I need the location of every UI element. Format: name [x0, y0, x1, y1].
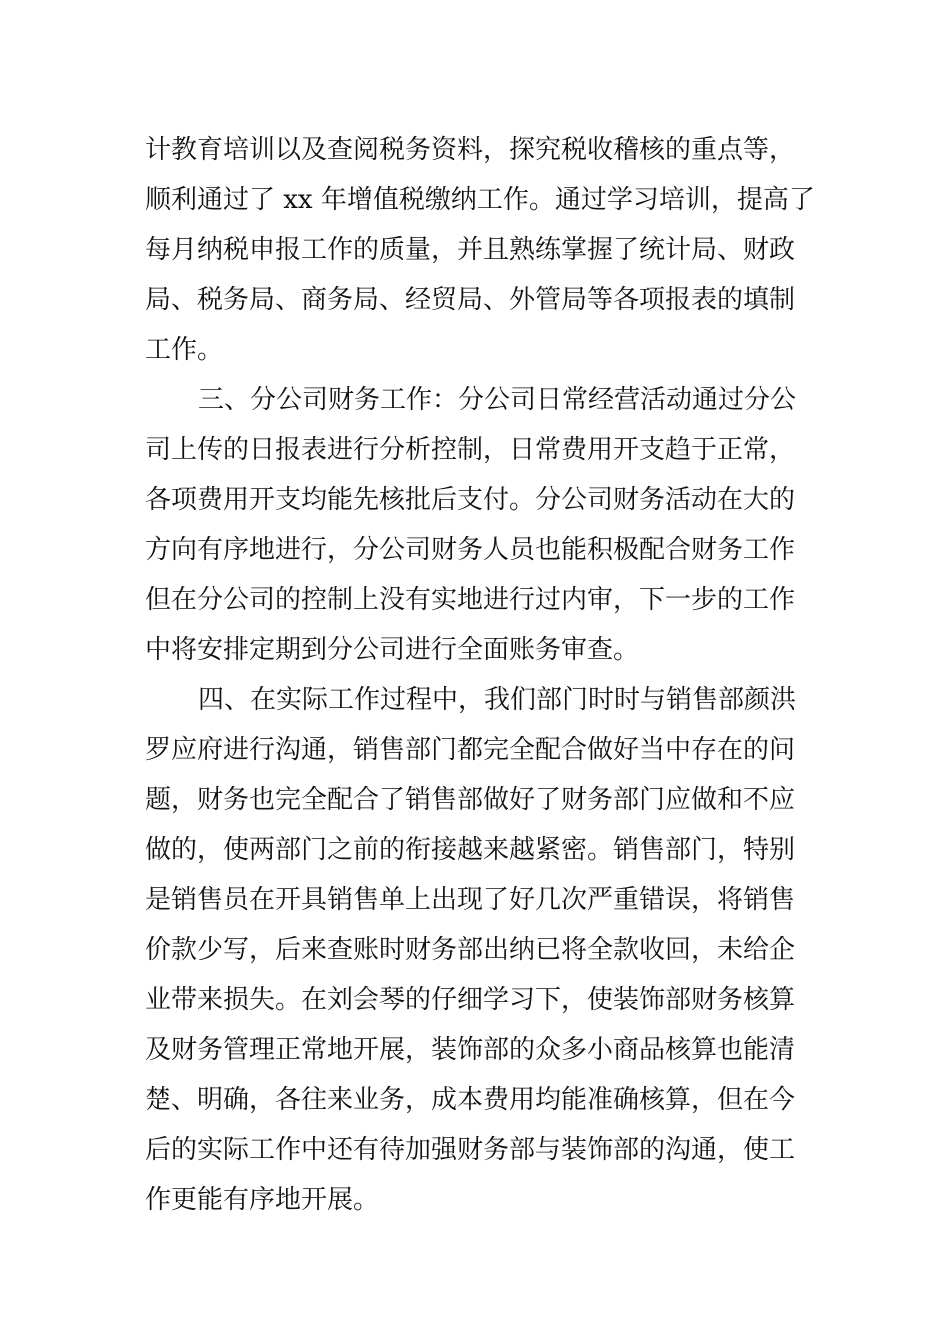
- text-line: 计教育培训以及查阅税务资料，探究税收稽核的重点等，: [145, 135, 796, 165]
- text-line: 局、税务局、商务局、经贸局、外管局等各项报表的填制: [145, 285, 796, 315]
- text-line: 后的实际工作中还有待加强财务部与装饰部的沟通，使工: [145, 1135, 796, 1165]
- text-line: 司上传的日报表进行分析控制，日常费用开支趋于正常，: [145, 435, 796, 465]
- paragraph-four-first-line: 四、在实际工作过程中，我们部门时时与销售部颜洪: [198, 685, 797, 715]
- text-line: 做的，使两部门之前的衔接越来越紧密。销售部门，特别: [145, 835, 796, 865]
- text-line: 罗应府进行沟通，销售部门都完全配合做好当中存在的问: [145, 735, 796, 765]
- text-line: 价款少写，后来查账时财务部出纳已将全款收回，未给企: [145, 935, 796, 965]
- text-line: 题，财务也完全配合了销售部做好了财务部门应做和不应: [145, 785, 796, 815]
- text-line: 工作。: [145, 335, 224, 365]
- paragraph-three-first-line: 三、分公司财务工作：分公司日常经营活动通过分公: [198, 385, 797, 415]
- text-line: 作更能有序地开展。: [145, 1185, 380, 1215]
- body-text: [145, 125, 815, 1225]
- text-line: 顺利通过了 xx 年增值税缴纳工作。通过学习培训，提高了: [145, 185, 815, 215]
- text-line: 及财务管理正常地开展，装饰部的众多小商品核算也能清: [145, 1035, 796, 1065]
- text-line: 各项费用开支均能先核批后支付。分公司财务活动在大的: [145, 485, 796, 515]
- text-line: 楚、明确，各往来业务，成本费用均能准确核算，但在今: [145, 1085, 796, 1115]
- text-line: 但在分公司的控制上没有实地进行过内审，下一步的工作: [145, 585, 796, 615]
- text-line: 每月纳税申报工作的质量，并且熟练掌握了统计局、财政: [145, 235, 796, 265]
- text-line: 是销售员在开具销售单上出现了好几次严重错误，将销售: [145, 885, 796, 915]
- text-line: 业带来损失。在刘会琴的仔细学习下，使装饰部财务核算: [145, 985, 796, 1015]
- text-line: 方向有序地进行，分公司财务人员也能积极配合财务工作: [145, 535, 796, 565]
- text-line: 中将安排定期到分公司进行全面账务审查。: [145, 635, 640, 665]
